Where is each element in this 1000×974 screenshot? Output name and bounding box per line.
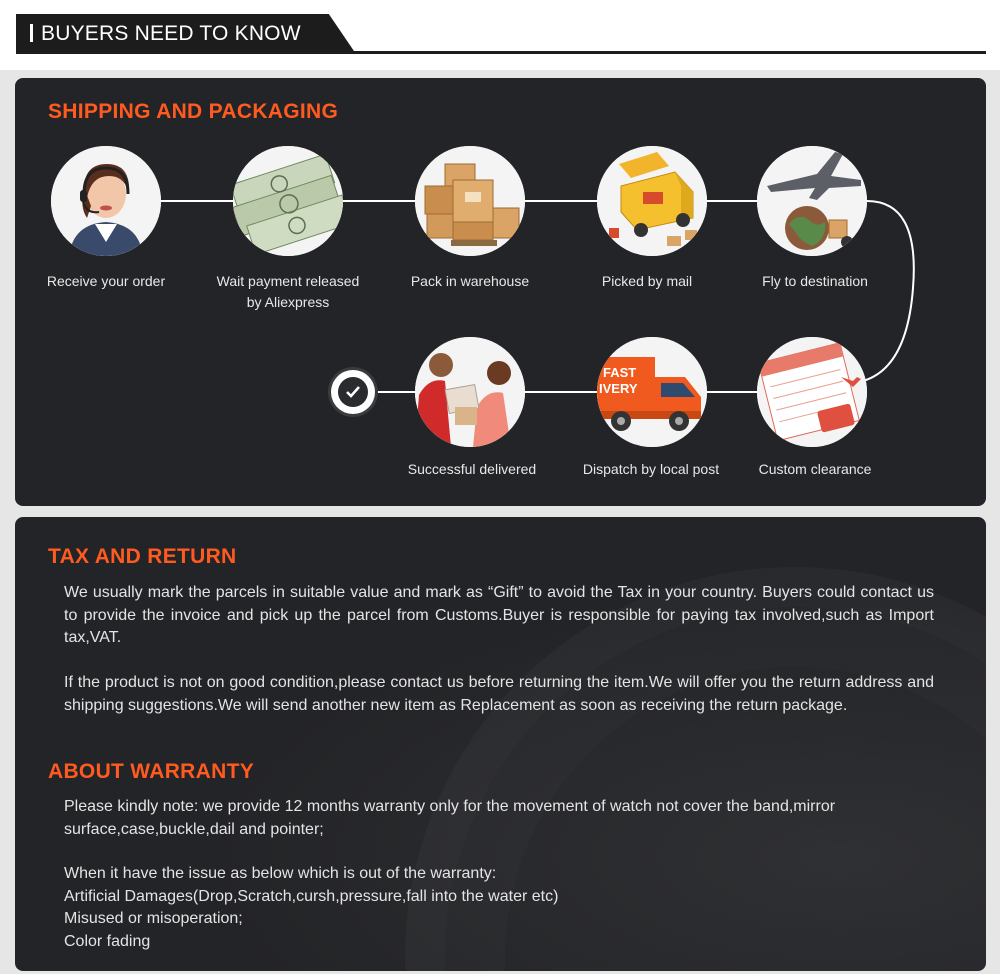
customs-form-icon	[757, 337, 867, 447]
warranty-paragraph-1: Please kindly note: we provide 12 months warranty only for the movement of watch not cover the band,mirror surface,case,buckle,dail and pointer;	[64, 798, 836, 838]
delivered-check-icon	[331, 370, 375, 414]
caption-picked-mail: Picked by mail	[601, 273, 693, 289]
step-wait-payment	[233, 146, 343, 256]
boxes-icon	[415, 146, 525, 256]
page-title	[30, 22, 301, 46]
caption-pack-warehouse: Pack in warehouse	[410, 273, 530, 289]
shipping-title: SHIPPING AND PACKAGING	[48, 100, 339, 123]
caption-wait-payment-line2: by Aliexpress	[246, 294, 330, 310]
caption-wait-payment	[198, 271, 378, 313]
tax-title: TAX AND RETURN	[48, 545, 237, 568]
flow-connector-lines	[15, 78, 986, 506]
caption-successful-delivered: Successful delivered	[407, 461, 537, 477]
tax-paragraph-2: If the product is not on good condition,please contact us before returning the item.We will offer you the return address and shipping suggestions.We will send another new item as Replacement as soon as receiving the return package.	[64, 674, 934, 714]
header-underline	[16, 51, 986, 54]
caption-custom-clearance: Custom clearance	[758, 461, 872, 477]
tax-paragraph-1: We usually mark the parcels in suitable value and mark as “Gift” to avoid the Tax in your country. Buyers could contact us to provide the invoice and pick up the parcel from Customs.Buyer is responsible for paying tax involved,such as Import tax,VAT.	[64, 584, 934, 646]
top-bar	[0, 0, 1000, 70]
step-picked-by-mail	[597, 146, 707, 256]
svg-text:FAST: FAST	[603, 365, 637, 380]
page-title-text: BUYERS NEED TO KNOW	[41, 22, 301, 45]
step-receive-order	[51, 146, 161, 256]
warranty-line-2: Artificial Damages(Drop,Scratch,cursh,pressure,fall into the water etc)	[64, 888, 559, 905]
warranty-line-3: Misused or misoperation;	[64, 910, 243, 927]
step-fly-destination	[757, 146, 867, 256]
step-pack-warehouse	[415, 146, 525, 256]
customer-service-icon	[51, 146, 161, 256]
delivery-van-icon	[597, 146, 707, 256]
caption-receive-order: Receive your order	[46, 273, 166, 289]
airplane-globe-icon	[757, 146, 867, 256]
step-custom-clearance	[757, 337, 867, 447]
step-dispatch-local-post	[597, 337, 707, 447]
warranty-line-4: Color fading	[64, 933, 151, 950]
handover-icon	[415, 337, 525, 447]
info-panel	[15, 517, 986, 971]
step-successful-delivered	[415, 337, 525, 447]
shipping-panel	[15, 78, 986, 506]
money-icon	[233, 146, 343, 256]
caption-dispatch-local-post: Dispatch by local post	[582, 461, 720, 477]
fast-delivery-truck-icon	[597, 337, 707, 447]
caption-wait-payment-line1: Wait payment released	[216, 273, 360, 289]
warranty-line-1: When it have the issue as below which is out of the warranty:	[64, 865, 497, 882]
caption-fly-destination: Fly to destination	[762, 273, 868, 289]
svg-text:IVERY: IVERY	[599, 381, 638, 396]
warranty-title: ABOUT WARRANTY	[48, 760, 255, 783]
